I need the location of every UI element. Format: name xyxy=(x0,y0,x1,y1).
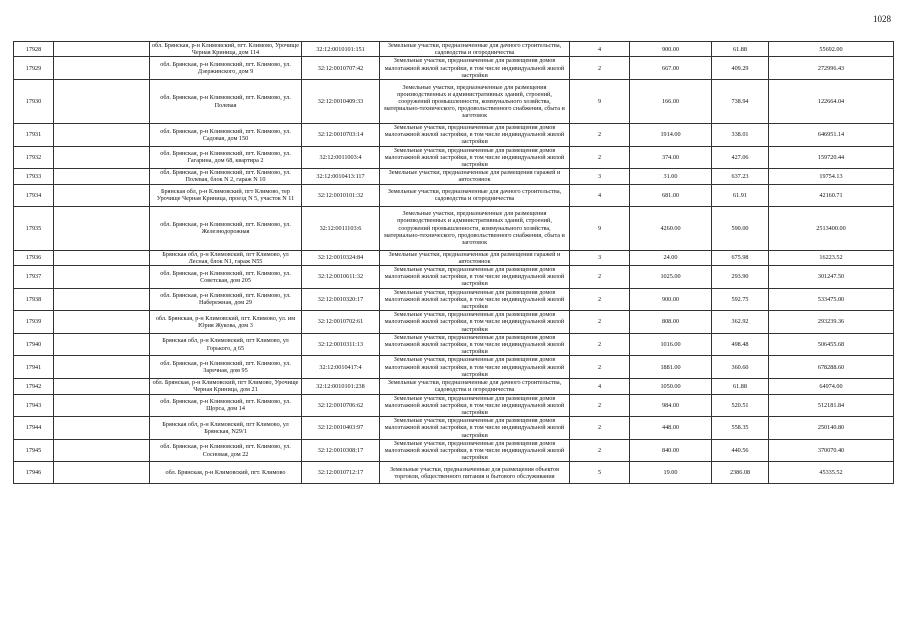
cadastral-value-cell: 2513400.00 xyxy=(769,206,894,250)
empty-cell xyxy=(54,379,150,394)
specific-value-cell: 558.35 xyxy=(712,417,769,440)
group-cell: 2 xyxy=(570,146,630,169)
address-cell: Брянская обл, р-н Климовский, пгт Климово, ул Горького, д 65 xyxy=(150,333,302,356)
group-cell: 9 xyxy=(570,80,630,124)
row-number: 17928 xyxy=(14,42,54,57)
group-cell: 4 xyxy=(570,379,630,394)
group-cell: 5 xyxy=(570,462,630,484)
row-number: 17930 xyxy=(14,80,54,124)
cadastral-number-cell: 32:12:0010702:61 xyxy=(302,311,380,334)
area-cell: 984.00 xyxy=(630,394,712,417)
cadastral-value-cell: 370070.40 xyxy=(769,439,894,462)
group-cell: 3 xyxy=(570,250,630,265)
table-row xyxy=(14,57,894,80)
group-cell: 2 xyxy=(570,356,630,379)
cadastral-value-cell: 506455.68 xyxy=(769,333,894,356)
empty-cell xyxy=(54,206,150,250)
address-cell: обл. Брянская, р-н Климовский, пгт. Климово, ул. Заречная, дом 95 xyxy=(150,356,302,379)
address-cell: обл. Брянская, р-н Климовский, пгт. Климово xyxy=(150,462,302,484)
table-row xyxy=(14,333,894,356)
cadastral-number-cell: 32:12:0011103:6 xyxy=(302,206,380,250)
cadastral-number-cell: 32:12:0010712:17 xyxy=(302,462,380,484)
group-cell: 4 xyxy=(570,42,630,57)
specific-value-cell: 440.56 xyxy=(712,439,769,462)
cadastral-value-cell: 272996.43 xyxy=(769,57,894,80)
address-cell: обл. Брянская, р-н Климовский, пгт. Климово, ул. Сосновая, дом 22 xyxy=(150,439,302,462)
area-cell: 1050.00 xyxy=(630,379,712,394)
cadastral-number-cell: 32:12:0010703:14 xyxy=(302,124,380,147)
area-cell: 1881.00 xyxy=(630,356,712,379)
table-row xyxy=(14,184,894,206)
row-number: 17937 xyxy=(14,266,54,289)
row-number: 17946 xyxy=(14,462,54,484)
group-cell: 2 xyxy=(570,394,630,417)
group-cell: 3 xyxy=(570,169,630,184)
specific-value-cell: 738.94 xyxy=(712,80,769,124)
land-use-cell: Земельные участки, предназначенные для дачного строительства, садоводства и огородничества xyxy=(380,42,570,57)
table-row xyxy=(14,146,894,169)
cadastral-value-cell: 45335.52 xyxy=(769,462,894,484)
area-cell: 808.00 xyxy=(630,311,712,334)
cadastral-value-cell: 19754.13 xyxy=(769,169,894,184)
cadastral-value-cell: 301247.50 xyxy=(769,266,894,289)
row-number: 17945 xyxy=(14,439,54,462)
cadastral-number-cell: 32:12:0010101:238 xyxy=(302,379,380,394)
cadastral-number-cell: 32:12:0010308:17 xyxy=(302,439,380,462)
cadastral-number-cell: 32:12:0011003:4 xyxy=(302,146,380,169)
address-cell: обл. Брянская, р-н Климовский, пгт. Климово, ул. Дзержинского, дом 9 xyxy=(150,57,302,80)
cadastral-value-table xyxy=(13,41,894,484)
group-cell: 2 xyxy=(570,288,630,311)
land-use-cell: Земельные участки, предназначенные для размещения производственных и административных зданий, строений, сооружений промышленности, коммунального хозяйства, материально-технического, продовольственного снабжения, сбыта и заготовок xyxy=(380,80,570,124)
area-cell: 900.00 xyxy=(630,288,712,311)
empty-cell xyxy=(54,462,150,484)
table-row xyxy=(14,356,894,379)
specific-value-cell: 590.00 xyxy=(712,206,769,250)
cadastral-value-cell: 16223.52 xyxy=(769,250,894,265)
table-row xyxy=(14,250,894,265)
row-number: 17941 xyxy=(14,356,54,379)
cadastral-value-cell: 646951.14 xyxy=(769,124,894,147)
cadastral-value-cell: 55692.00 xyxy=(769,42,894,57)
empty-cell xyxy=(54,417,150,440)
land-use-cell: Земельные участки, предназначенные для размещения домов малоэтажной жилой застройки, в том числе индивидуальной жилой застройки xyxy=(380,146,570,169)
table-body xyxy=(14,42,894,484)
address-cell: обл. Брянская, р-н Климовский, пгт. Климово, ул. Набережная, дом 29 xyxy=(150,288,302,311)
table-row xyxy=(14,439,894,462)
land-use-cell: Земельные участки, предназначенные для размещения гаражей и автостоянок xyxy=(380,169,570,184)
area-cell: 681.00 xyxy=(630,184,712,206)
row-number: 17935 xyxy=(14,206,54,250)
specific-value-cell: 2386.08 xyxy=(712,462,769,484)
land-use-cell: Земельные участки, предназначенные для размещения домов малоэтажной жилой застройки, в том числе индивидуальной жилой застройки xyxy=(380,311,570,334)
empty-cell xyxy=(54,80,150,124)
group-cell: 2 xyxy=(570,57,630,80)
cadastral-value-cell: 122664.04 xyxy=(769,80,894,124)
address-cell: Брянская обл, р-н Климовский, пгт Климово, тер Урочище Черная Криница, проезд N 5, участок N 11 xyxy=(150,184,302,206)
address-cell: обл. Брянская, р-н Климовский, пгт. Климово, ул. Садовая, дом 150 xyxy=(150,124,302,147)
row-number: 17943 xyxy=(14,394,54,417)
cadastral-number-cell: 32:12:0010101:151 xyxy=(302,42,380,57)
empty-cell xyxy=(54,394,150,417)
cadastral-value-cell: 512181.84 xyxy=(769,394,894,417)
specific-value-cell: 338.01 xyxy=(712,124,769,147)
land-use-cell: Земельные участки, предназначенные для размещения домов малоэтажной жилой застройки, в том числе индивидуальной жилой застройки xyxy=(380,356,570,379)
empty-cell xyxy=(54,184,150,206)
specific-value-cell: 293.90 xyxy=(712,266,769,289)
land-use-cell: Земельные участки, предназначенные для размещения домов малоэтажной жилой застройки, в том числе индивидуальной жилой застройки xyxy=(380,394,570,417)
address-cell: обл. Брянская, р-н Климовский, пгт. Климово, ул. Гагарина, дом 68, квартира 2 xyxy=(150,146,302,169)
row-number: 17934 xyxy=(14,184,54,206)
land-use-cell: Земельные участки, предназначенные для дачного строительства, садоводства и огородничества xyxy=(380,379,570,394)
row-number: 17942 xyxy=(14,379,54,394)
empty-cell xyxy=(54,42,150,57)
specific-value-cell: 427.06 xyxy=(712,146,769,169)
specific-value-cell: 61.88 xyxy=(712,42,769,57)
area-cell: 31.00 xyxy=(630,169,712,184)
area-cell: 900.00 xyxy=(630,42,712,57)
table-row xyxy=(14,417,894,440)
empty-cell xyxy=(54,288,150,311)
cadastral-value-cell: 42160.71 xyxy=(769,184,894,206)
table-row xyxy=(14,266,894,289)
address-cell: обл. Брянская, р-н Климовский, пгт Климово, Урочище Черная Криница, дом 21 xyxy=(150,379,302,394)
land-use-cell: Земельные участки, предназначенные для размещения домов малоэтажной жилой застройки, в том числе индивидуальной жилой застройки xyxy=(380,57,570,80)
table-row xyxy=(14,379,894,394)
cadastral-number-cell: 32:12:0010706:62 xyxy=(302,394,380,417)
table-row xyxy=(14,169,894,184)
land-use-cell: Земельные участки, предназначенные для дачного строительства, садоводства и огородничества xyxy=(380,184,570,206)
empty-cell xyxy=(54,266,150,289)
cadastral-number-cell: 32:12:0010413:117 xyxy=(302,169,380,184)
group-cell: 2 xyxy=(570,266,630,289)
group-cell: 2 xyxy=(570,439,630,462)
land-use-cell: Земельные участки, предназначенные для размещения домов малоэтажной жилой застройки, в том числе индивидуальной жилой застройки xyxy=(380,439,570,462)
specific-value-cell: 520.51 xyxy=(712,394,769,417)
land-use-cell: Земельные участки, предназначенные для размещения домов малоэтажной жилой застройки, в том числе индивидуальной жилой застройки xyxy=(380,266,570,289)
address-cell: обл. Брянская, р-н Климовский, пгт. Климово, Урочище Черная Криница, дом 114 xyxy=(150,42,302,57)
cadastral-value-cell: 678288.60 xyxy=(769,356,894,379)
group-cell: 9 xyxy=(570,206,630,250)
row-number: 17933 xyxy=(14,169,54,184)
land-use-cell: Земельные участки, предназначенные для размещения гаражей и автостоянок xyxy=(380,250,570,265)
empty-cell xyxy=(54,146,150,169)
specific-value-cell: 61.91 xyxy=(712,184,769,206)
empty-cell xyxy=(54,333,150,356)
area-cell: 24.00 xyxy=(630,250,712,265)
land-use-cell: Земельные участки, предназначенные для размещения домов малоэтажной жилой застройки, в том числе индивидуальной жилой застройки xyxy=(380,417,570,440)
table-row xyxy=(14,288,894,311)
empty-cell xyxy=(54,356,150,379)
empty-cell xyxy=(54,124,150,147)
area-cell: 1016.00 xyxy=(630,333,712,356)
specific-value-cell: 360.60 xyxy=(712,356,769,379)
area-cell: 4260.00 xyxy=(630,206,712,250)
row-number: 17932 xyxy=(14,146,54,169)
area-cell: 667.00 xyxy=(630,57,712,80)
table-row xyxy=(14,42,894,57)
area-cell: 840.00 xyxy=(630,439,712,462)
empty-cell xyxy=(54,311,150,334)
cadastral-number-cell: 32:12:0010417:4 xyxy=(302,356,380,379)
address-cell: обл. Брянская, р-н Климовский, пгт. Климово, ул. Советская, дом 205 xyxy=(150,266,302,289)
area-cell: 374.00 xyxy=(630,146,712,169)
area-cell: 19.00 xyxy=(630,462,712,484)
table-row xyxy=(14,206,894,250)
address-cell: Брянская обл, р-н Климовский, пгт Климово, ул Брянская, N29/1 xyxy=(150,417,302,440)
area-cell: 448.00 xyxy=(630,417,712,440)
specific-value-cell: 675.98 xyxy=(712,250,769,265)
cadastral-value-cell: 250140.80 xyxy=(769,417,894,440)
group-cell: 2 xyxy=(570,311,630,334)
group-cell: 2 xyxy=(570,333,630,356)
cadastral-value-cell: 293239.36 xyxy=(769,311,894,334)
row-number: 17940 xyxy=(14,333,54,356)
group-cell: 2 xyxy=(570,124,630,147)
table-row xyxy=(14,124,894,147)
address-cell: обл. Брянская, р-н Климовский, пгт. Климово, ул. Железнодорожная xyxy=(150,206,302,250)
group-cell: 2 xyxy=(570,417,630,440)
specific-value-cell: 637.23 xyxy=(712,169,769,184)
specific-value-cell: 498.48 xyxy=(712,333,769,356)
cadastral-number-cell: 32:12:0010320:17 xyxy=(302,288,380,311)
cadastral-number-cell: 32:12:0010707:42 xyxy=(302,57,380,80)
cadastral-number-cell: 32:12:0010324:84 xyxy=(302,250,380,265)
address-cell: Брянская обл, р-н Климовский, пгт Климово, ул Лесная, блок N1, гараж N55 xyxy=(150,250,302,265)
empty-cell xyxy=(54,439,150,462)
row-number: 17936 xyxy=(14,250,54,265)
address-cell: обл. Брянская, р-н Климовский, пгт. Климово, ул. Полевая, блок N 2, гараж N 10 xyxy=(150,169,302,184)
address-cell: обл. Брянская, р-н Климовский, пгт. Климово, ул. Щорса, дом 14 xyxy=(150,394,302,417)
area-cell: 1914.00 xyxy=(630,124,712,147)
row-number: 17938 xyxy=(14,288,54,311)
row-number: 17931 xyxy=(14,124,54,147)
cadastral-number-cell: 32:12:0010611:32 xyxy=(302,266,380,289)
cadastral-number-cell: 32:12:0010403:97 xyxy=(302,417,380,440)
page-number: 1028 xyxy=(873,14,891,24)
specific-value-cell: 362.92 xyxy=(712,311,769,334)
table-row xyxy=(14,80,894,124)
land-use-cell: Земельные участки, предназначенные для размещения домов малоэтажной жилой застройки, в том числе индивидуальной жилой застройки xyxy=(380,288,570,311)
group-cell: 4 xyxy=(570,184,630,206)
empty-cell xyxy=(54,250,150,265)
specific-value-cell: 409.29 xyxy=(712,57,769,80)
cadastral-number-cell: 32:12:0010409:33 xyxy=(302,80,380,124)
empty-cell xyxy=(54,57,150,80)
land-use-cell: Земельные участки, предназначенные для размещения производственных и административных зданий, строений, сооружений промышленности, коммунального хозяйства, материально-технического, продовольственного снабжения, сбыта и заготовок xyxy=(380,206,570,250)
table-row xyxy=(14,311,894,334)
row-number: 17929 xyxy=(14,57,54,80)
specific-value-cell: 592.75 xyxy=(712,288,769,311)
address-cell: обл. Брянская, р-н Климовский, пгт. Климово, ул. Полевая xyxy=(150,80,302,124)
area-cell: 166.00 xyxy=(630,80,712,124)
area-cell: 1025.00 xyxy=(630,266,712,289)
row-number: 17939 xyxy=(14,311,54,334)
empty-cell xyxy=(54,169,150,184)
cadastral-value-cell: 533475.00 xyxy=(769,288,894,311)
cadastral-number-cell: 32:12:0010311:13 xyxy=(302,333,380,356)
table-row xyxy=(14,394,894,417)
cadastral-number-cell: 32:12:0010101:32 xyxy=(302,184,380,206)
row-number: 17944 xyxy=(14,417,54,440)
table-row xyxy=(14,462,894,484)
address-cell: обл. Брянская, р-н Климовский, пгт. Климово, ул. им Юрия Жукова, дом 3 xyxy=(150,311,302,334)
cadastral-value-cell: 159720.44 xyxy=(769,146,894,169)
cadastral-value-cell: 64974.00 xyxy=(769,379,894,394)
land-use-cell: Земельные участки, предназначенные для размещения объектов торговли, общественного питания и бытового обслуживания xyxy=(380,462,570,484)
specific-value-cell: 61.88 xyxy=(712,379,769,394)
land-use-cell: Земельные участки, предназначенные для размещения домов малоэтажной жилой застройки, в том числе индивидуальной жилой застройки xyxy=(380,333,570,356)
land-use-cell: Земельные участки, предназначенные для размещения домов малоэтажной жилой застройки, в том числе индивидуальной жилой застройки xyxy=(380,124,570,147)
